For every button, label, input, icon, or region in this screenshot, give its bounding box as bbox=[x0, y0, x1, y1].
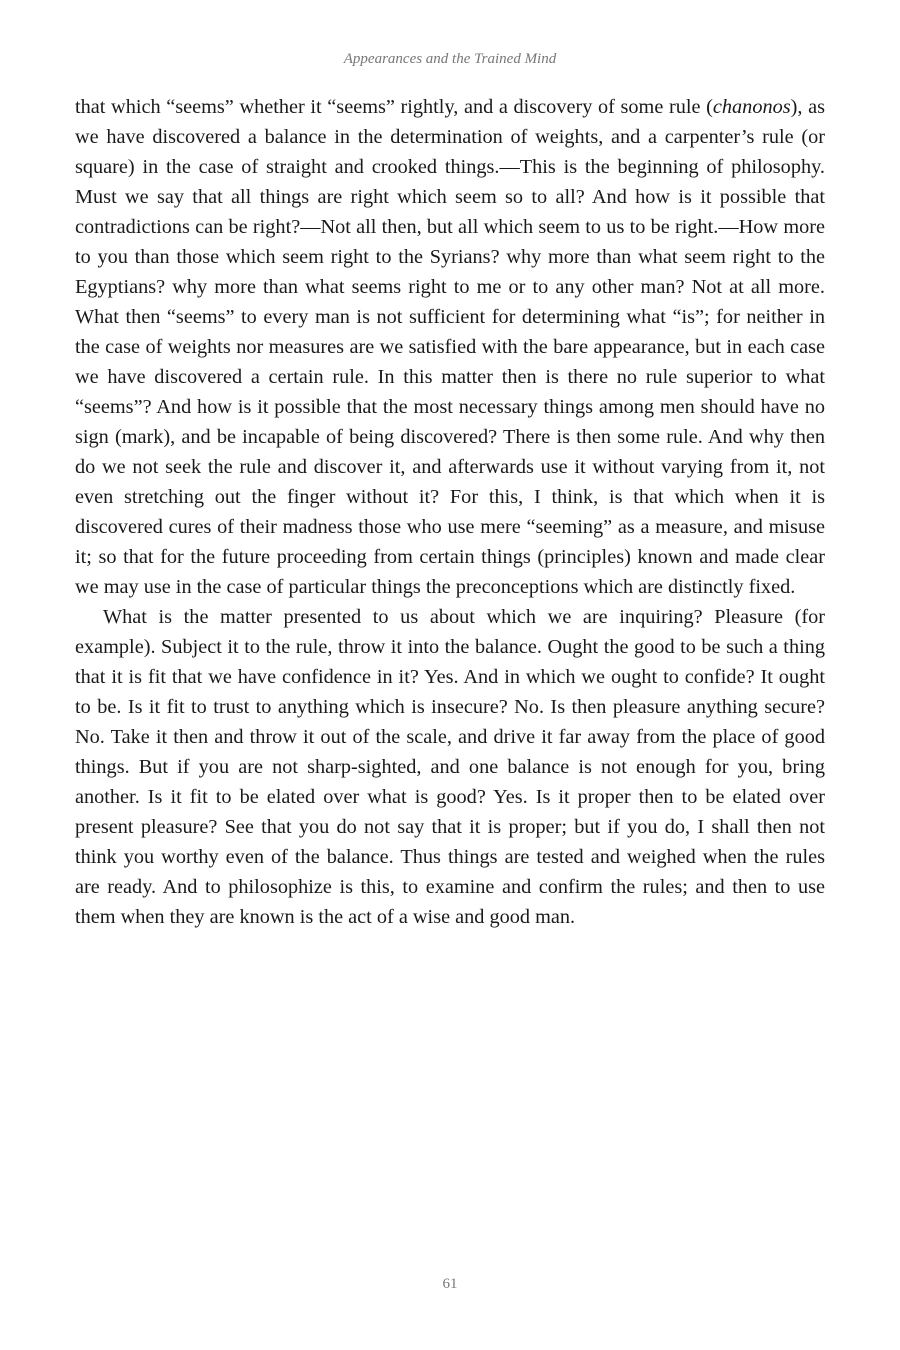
paragraph-1-text-b: ), as we have discovered a balance in the determination of weights, and a carpenter’s rule (or square) in the case of straight and crooked things.—This is the beginning of philosophy. Must we say that all things are right which seem so to all? And how is it possible that contradictions can be right?—Not all then, but all which seem to us to be right.—How more to you than those which seem right to the Syrians? why more than what seem right to the Egyptians? why more than what seems right to me or to any other man? Not at all more. What then “seems” to every man is not sufficient for determining what “is”; for neither in the case of weights nor measures are we satisfied with the bare appearance, but in each case we have discovered a certain rule. In this matter then is there no rule superior to what “seems”? And how is it possible that the most necessary things among men should have no sign (mark), and be incapable of being discovered? There is then some rule. And why then do we not seek the rule and discover it, and afterwards use it without varying from it, not even stretching out the finger without it? For this, I think, is that which when it is discovered cures of their madness those who use mere “seeming” as a measure, and misuse it; so that for the future proceeding from certain things (principles) known and made clear we may use in the case of particular things the preconceptions which are distinctly fixed. bbox=[75, 96, 825, 598]
page-number: 61 bbox=[442, 1276, 458, 1292]
body-text bbox=[75, 92, 825, 932]
paragraph-1 bbox=[75, 92, 825, 602]
paragraph-1-text-a: that which “seems” whether it “seems” rightly, and a discovery of some rule ( bbox=[75, 96, 713, 118]
italic-term: chanonos bbox=[712, 96, 791, 118]
running-head: Appearances and the Trained Mind bbox=[343, 51, 557, 67]
paragraph-2: What is the matter presented to us about which we are inquiring? Pleasure (for example). Subject it to the rule, throw it into the balance. Ought the good to be such a thing that it is fit that we have confidence in it? Yes. And in which we ought to confide? It ought to be. Is it fit to trust to anything which is insecure? No. Is then pleasure anything secure? No. Take it then and throw it out of the scale, and drive it far away from the place of good things. But if you are not sharp-sighted, and one balance is not enough for you, bring another. Is it fit to be elated over what is good? Yes. Is it proper then to be elated over present pleasure? See that you do not say that it is proper; but if you do, I shall then not think you worthy even of the balance. Thus things are tested and weighed when the rules are ready. And to philosophize is this, to examine and confirm the rules; and then to use them when they are known is the act of a wise and good man. bbox=[75, 606, 825, 928]
